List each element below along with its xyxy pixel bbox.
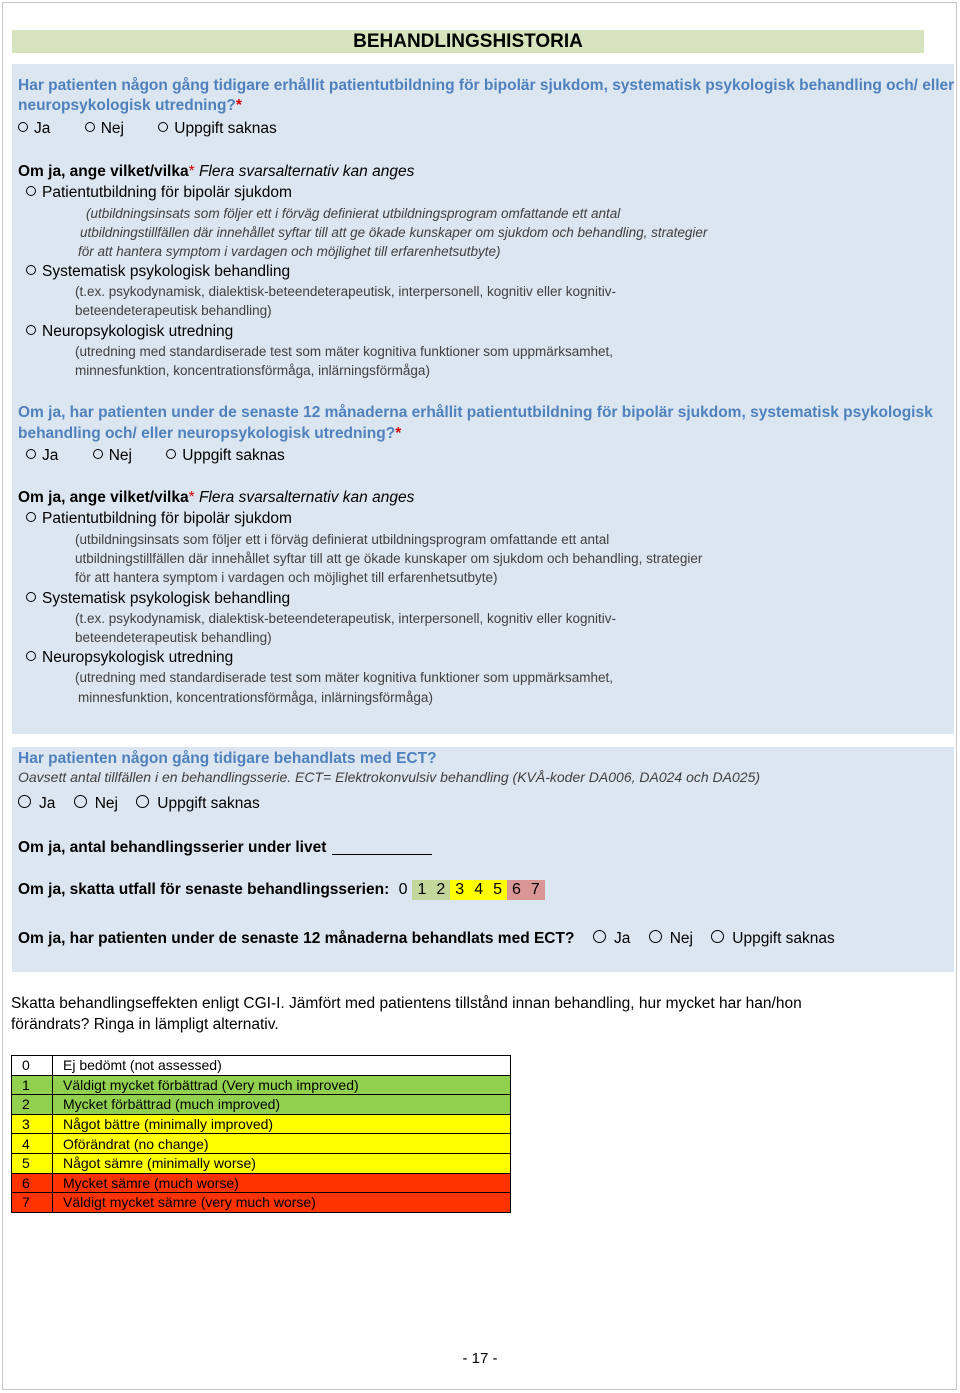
page-title: BEHANDLINGSHISTORIA xyxy=(12,30,924,53)
lifetime-question-line1: Har patienten någon gång tidigare erhållit patientutbildning för bipolär sjukdom, systematisk psykologisk behandling och/ eller xyxy=(18,77,955,94)
lifetime-opt-education-desc2: utbildningstillfällen där innehållet syftar till att ge ökade kunskaper om sjukdom och behandling, strategier xyxy=(80,225,708,240)
checkbox-circle-icon[interactable] xyxy=(26,592,36,602)
cgi-row-label: Något bättre (minimally improved) xyxy=(53,1114,511,1134)
recent-opt-neuro-desc2: minnesfunktion, koncentrationsförmåga, inlärningsförmåga) xyxy=(78,690,433,705)
cgi-row[interactable] xyxy=(12,1114,511,1134)
lifetime-opt-neuro-desc2: minnesfunktion, koncentrationsförmåga, inlärningsförmåga) xyxy=(75,363,430,378)
cgi-row-label: Ej bedömt (not assessed) xyxy=(53,1056,511,1076)
recent-specify-label: Om ja, ange vilket/vilka* Flera svarsalternativ kan anges xyxy=(18,489,415,506)
page-number: - 17 - xyxy=(462,1350,498,1367)
radio-icon[interactable] xyxy=(74,795,87,808)
lifetime-opt-education-desc3: för att hantera symptom i vardagen och möjlighet till erfarenhetsutbyte) xyxy=(78,244,501,259)
cgi-row[interactable] xyxy=(12,1075,511,1095)
cgi-row-number: 1 xyxy=(12,1075,53,1095)
cgi-row-label: Väldigt mycket förbättrad (Very much improved) xyxy=(53,1075,511,1095)
radio-icon[interactable] xyxy=(158,122,168,132)
ect-note: Oavsett antal tillfällen i en behandlingsserie. ECT= Elektrokonvulsiv behandling (KVÅ-koder DA006, DA024 och DA025) xyxy=(18,769,761,785)
checkbox-circle-icon[interactable] xyxy=(26,512,36,522)
cgi-row-label: Något sämre (minimally worse) xyxy=(53,1153,511,1173)
radio-icon[interactable] xyxy=(18,122,28,132)
ect-question: Har patienten någon gång tidigare behandlats med ECT? xyxy=(18,750,437,767)
radio-icon[interactable] xyxy=(593,930,606,943)
ect-yes-option[interactable]: Ja xyxy=(18,794,55,814)
checkbox-circle-icon[interactable] xyxy=(26,325,36,335)
lifetime-question-line2: neuropsykologisk utredning?* xyxy=(18,97,242,114)
checkbox-circle-icon[interactable] xyxy=(26,651,36,661)
cgi-row-number: 0 xyxy=(12,1056,53,1076)
radio-icon[interactable] xyxy=(18,795,31,808)
cgi-row-label: Väldigt mycket sämre (very much worse) xyxy=(53,1193,511,1213)
cgi-row[interactable] xyxy=(12,1134,511,1154)
recent-unknown-option[interactable]: Uppgift saknas xyxy=(166,446,285,466)
ect-recent-no-option[interactable]: Nej xyxy=(649,929,693,949)
radio-icon[interactable] xyxy=(85,122,95,132)
ect-outcome-row: Om ja, skatta utfall för senaste behandlingsserien: 0 1 2 3 4 5 6 7 xyxy=(18,880,545,900)
lifetime-opt-neuro[interactable]: Neuropsykologisk utredning xyxy=(26,322,233,342)
ect-scale-4[interactable]: 4 xyxy=(469,880,488,900)
cgi-row[interactable] xyxy=(12,1173,511,1193)
recent-opt-education-desc1: (utbildningsinsats som följer ett i förväg definierat utbildningsprogram omfattande ett antal xyxy=(75,532,610,547)
ect-series-blank-field[interactable] xyxy=(332,838,432,855)
recent-opt-neuro[interactable]: Neuropsykologisk utredning xyxy=(26,648,233,668)
lifetime-unknown-option[interactable]: Uppgift saknas xyxy=(158,119,277,139)
lifetime-yes-option[interactable]: Ja xyxy=(18,119,50,139)
cgi-row-number: 3 xyxy=(12,1114,53,1134)
recent-opt-psych-desc2: beteendeterapeutisk behandling) xyxy=(75,630,272,645)
radio-icon[interactable] xyxy=(26,449,36,459)
lifetime-opt-education-desc1: (utbildningsinsats som följer ett i förväg definierat utbildningsprogram omfattande ett antal xyxy=(86,206,621,221)
cgi-row-label: Mycket förbättrad (much improved) xyxy=(53,1095,511,1115)
recent-opt-psych-desc1: (t.ex. psykodynamisk, dialektisk-beteendeterapeutisk, interpersonell, kognitiv eller kognitiv- xyxy=(75,611,617,626)
radio-icon[interactable] xyxy=(649,930,662,943)
radio-icon[interactable] xyxy=(93,449,103,459)
recent-opt-neuro-desc1: (utredning med standardiserade test som mäter kognitiva funktioner som uppmärksamhet, xyxy=(75,670,614,685)
cgi-row-number: 5 xyxy=(12,1153,53,1173)
checkbox-circle-icon[interactable] xyxy=(26,265,36,275)
cgi-row-label: Mycket sämre (much worse) xyxy=(53,1173,511,1193)
ect-unknown-option[interactable]: Uppgift saknas xyxy=(136,794,260,814)
recent-opt-education[interactable]: Patientutbildning för bipolär sjukdom xyxy=(26,509,292,529)
radio-icon[interactable] xyxy=(136,795,149,808)
recent-answer-group xyxy=(26,446,315,466)
recent-no-option[interactable]: Nej xyxy=(93,446,132,466)
cgi-row[interactable] xyxy=(12,1193,511,1213)
ect-recent-answer-group xyxy=(593,929,849,949)
radio-icon[interactable] xyxy=(711,930,724,943)
recent-opt-education-desc2: utbildningstillfällen där innehållet syftar till att ge ökade kunskaper om sjukdom och behandling, strategier xyxy=(75,551,703,566)
lifetime-opt-psych-desc2: beteendeterapeutisk behandling) xyxy=(75,303,272,318)
recent-yes-option[interactable]: Ja xyxy=(26,446,58,466)
cgi-row[interactable] xyxy=(12,1095,511,1115)
lifetime-opt-education[interactable]: Patientutbildning för bipolär sjukdom xyxy=(26,183,292,203)
ect-scale-5[interactable]: 5 xyxy=(488,880,507,900)
lifetime-opt-neuro-desc1: (utredning med standardiserade test som mäter kognitiva funktioner som uppmärksamhet, xyxy=(75,344,614,359)
ect-recent-question: Om ja, har patienten under de senaste 12 månaderna behandlats med ECT? xyxy=(18,930,575,947)
lifetime-opt-psych[interactable]: Systematisk psykologisk behandling xyxy=(26,262,290,282)
lifetime-no-option[interactable]: Nej xyxy=(85,119,124,139)
cgi-row-number: 4 xyxy=(12,1134,53,1154)
ect-scale-7[interactable]: 7 xyxy=(526,880,545,900)
cgi-row[interactable] xyxy=(12,1056,511,1076)
ect-scale-2[interactable]: 2 xyxy=(431,880,450,900)
ect-recent-unknown-option[interactable]: Uppgift saknas xyxy=(711,929,835,949)
recent-question-line2: behandling och/ eller neuropsykologisk utredning?* xyxy=(18,425,402,442)
recent-opt-education-desc3: för att hantera symptom i vardagen och möjlighet till erfarenhetsutbyte) xyxy=(75,570,498,585)
cgi-scale-table xyxy=(11,1055,511,1213)
cgi-intro-line2: förändrats? Ringa in lämpligt alternativ. xyxy=(11,1016,279,1033)
ect-scale-1[interactable]: 1 xyxy=(412,880,431,900)
recent-question-line1: Om ja, har patienten under de senaste 12 månaderna erhållit patientutbildning för bipolär sjukdom, systematisk psykologisk xyxy=(18,404,933,421)
lifetime-opt-psych-desc1: (t.ex. psykodynamisk, dialektisk-beteendeterapeutisk, interpersonell, kognitiv eller kognitiv- xyxy=(75,284,617,299)
cgi-row-number: 7 xyxy=(12,1193,53,1213)
cgi-row-number: 6 xyxy=(12,1173,53,1193)
ect-scale-0[interactable]: 0 xyxy=(398,881,408,898)
cgi-row-label: Oförändrat (no change) xyxy=(53,1134,511,1154)
ect-series-row: Om ja, antal behandlingsserier under livet xyxy=(18,838,432,858)
lifetime-specify-label: Om ja, ange vilket/vilka* Flera svarsalternativ kan anges xyxy=(18,163,415,180)
cgi-row[interactable] xyxy=(12,1153,511,1173)
checkbox-circle-icon[interactable] xyxy=(26,186,36,196)
ect-recent-yes-option[interactable]: Ja xyxy=(593,929,630,949)
lifetime-answer-group xyxy=(18,119,307,139)
ect-no-option[interactable]: Nej xyxy=(74,794,118,814)
ect-scale-6[interactable]: 6 xyxy=(507,880,526,900)
ect-scale-3[interactable]: 3 xyxy=(450,880,469,900)
cgi-intro-line1: Skatta behandlingseffekten enligt CGI-I. Jämfört med patientens tillstånd innan behandling, hur mycket har han/hon xyxy=(11,995,802,1012)
recent-opt-psych[interactable]: Systematisk psykologisk behandling xyxy=(26,589,290,609)
radio-icon[interactable] xyxy=(166,449,176,459)
ect-answer-group xyxy=(18,794,274,814)
cgi-row-number: 2 xyxy=(12,1095,53,1115)
